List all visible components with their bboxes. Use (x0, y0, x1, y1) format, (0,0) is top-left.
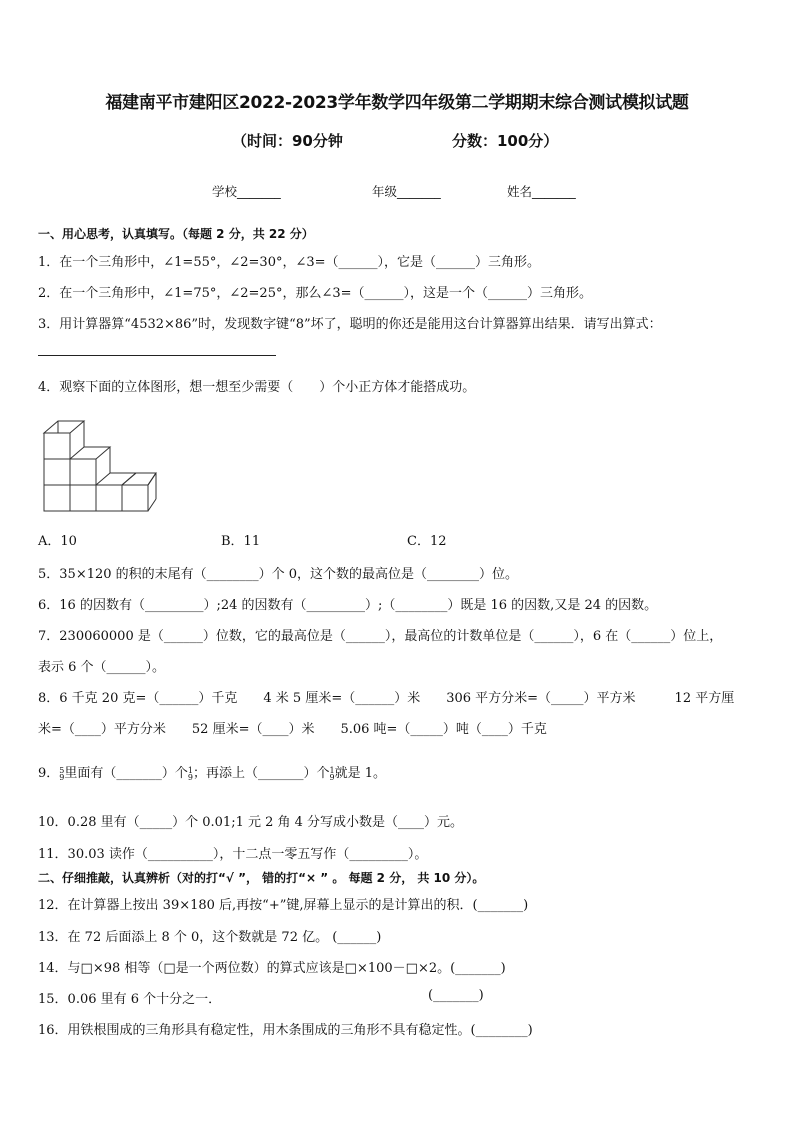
exam-title: 福建南平市建阳区2022-2023学年数学四年级第二学期期末综合测试模拟试题 (105, 93, 689, 113)
question-6: 6．16 的因数有（_________）;24 的因数有（_________）;（________）既是 16 的因数,又是 24 的因数。 (38, 598, 658, 613)
question-2: 2．在一个三角形中，∠1=75°，∠2=25°，那么∠3=（______），这是一个（______）三角形。 (38, 286, 593, 301)
question-9-part-2: ；再添上（_______）个 (192, 766, 330, 781)
option-a: A．10 (38, 534, 77, 549)
question-8-line-2: 米=（____）平方分米 52 厘米=（____）米 5.06 吨=（_____）吨（____）千克 (38, 722, 547, 737)
school-field: 学校_______ (212, 184, 281, 199)
question-9-part-3: 就是 1。 (334, 766, 386, 781)
fraction-five-ninths: 5 9 (59, 765, 65, 782)
fraction-one-ninth: 1 9 (187, 765, 193, 782)
grade-field: 年级_______ (372, 184, 441, 199)
question-9-part-1: 里面有（_______）个 (64, 766, 188, 781)
question-12: 12．在计算器上按出 39×180 后,再按“+”键,屏幕上显示的是计算出的积．(_______) (38, 898, 529, 913)
question-1: 1．在一个三角形中，∠1=55°，∠2=30°，∠3=（______），它是（______）三角形。 (38, 255, 541, 270)
question-9-number: 9． (38, 766, 60, 781)
option-b: B．11 (221, 534, 261, 549)
question-3: 3．用计算器算“4532×86”时，发现数字键“8”坏了，聪明的你还是能用这台计算器算出结果．请写出算式： (38, 317, 662, 332)
question-10: 10．0.28 里有（_____）个 0.01;1 元 2 角 4 分写成小数是（____）元。 (38, 815, 464, 830)
question-14: 14．与□×98 相等（□是一个两位数）的算式应该是□×100－□×2。(_______) (38, 961, 506, 976)
question-4: 4．观察下面的立体图形，想一想至少需要（ ）个小正方体才能搭成功。 (38, 380, 476, 395)
question-15-blank: (_______) (428, 988, 484, 1003)
option-c: C．12 (407, 534, 447, 549)
section-2-heading: 二、仔细推敲，认真辨析（对的打“√ ”， 错的打“× ” 。 每题 2 分， 共 10 分）。 (38, 871, 485, 885)
answer-line (38, 355, 276, 356)
fraction-one-ninth-2: 1 9 (329, 765, 335, 782)
question-13: 13．在 72 后面添上 8 个 0，这个数就是 72 亿。 (______) (38, 930, 382, 945)
exam-score: 分数：100分） (452, 132, 559, 150)
exam-time: （时间：90分钟 (232, 132, 343, 150)
question-16: 16．用铁根围成的三角形具有稳定性，用木条围成的三角形不具有稳定性。(________) (38, 1023, 533, 1038)
question-15: 15．0.06 里有 6 个十分之一． (38, 992, 222, 1007)
question-8-line-1: 8．6 千克 20 克=（______）千克 4 米 5 厘米=（______）米 306 平方分米=（_____）平方米 12 平方厘 (38, 691, 735, 706)
question-11: 11．30.03 读作（__________），十二点一零五写作（_________）。 (38, 847, 428, 862)
question-5: 5．35×120 的积的末尾有（________）个 0，这个数的最高位是（________）位。 (38, 567, 519, 582)
cube-stack-figure (40, 407, 160, 513)
name-field: 姓名_______ (507, 184, 576, 199)
question-7-line-1: 7．230060000 是（______）位数，它的最高位是（______），最高位的计数单位是（______），6 在（______）位上， (38, 629, 723, 644)
section-1-heading: 一、用心思考，认真填写。（每题 2 分，共 22 分） (38, 227, 314, 241)
question-9 (38, 762, 774, 781)
question-7-line-2: 表示 6 个（______）。 (38, 660, 166, 675)
